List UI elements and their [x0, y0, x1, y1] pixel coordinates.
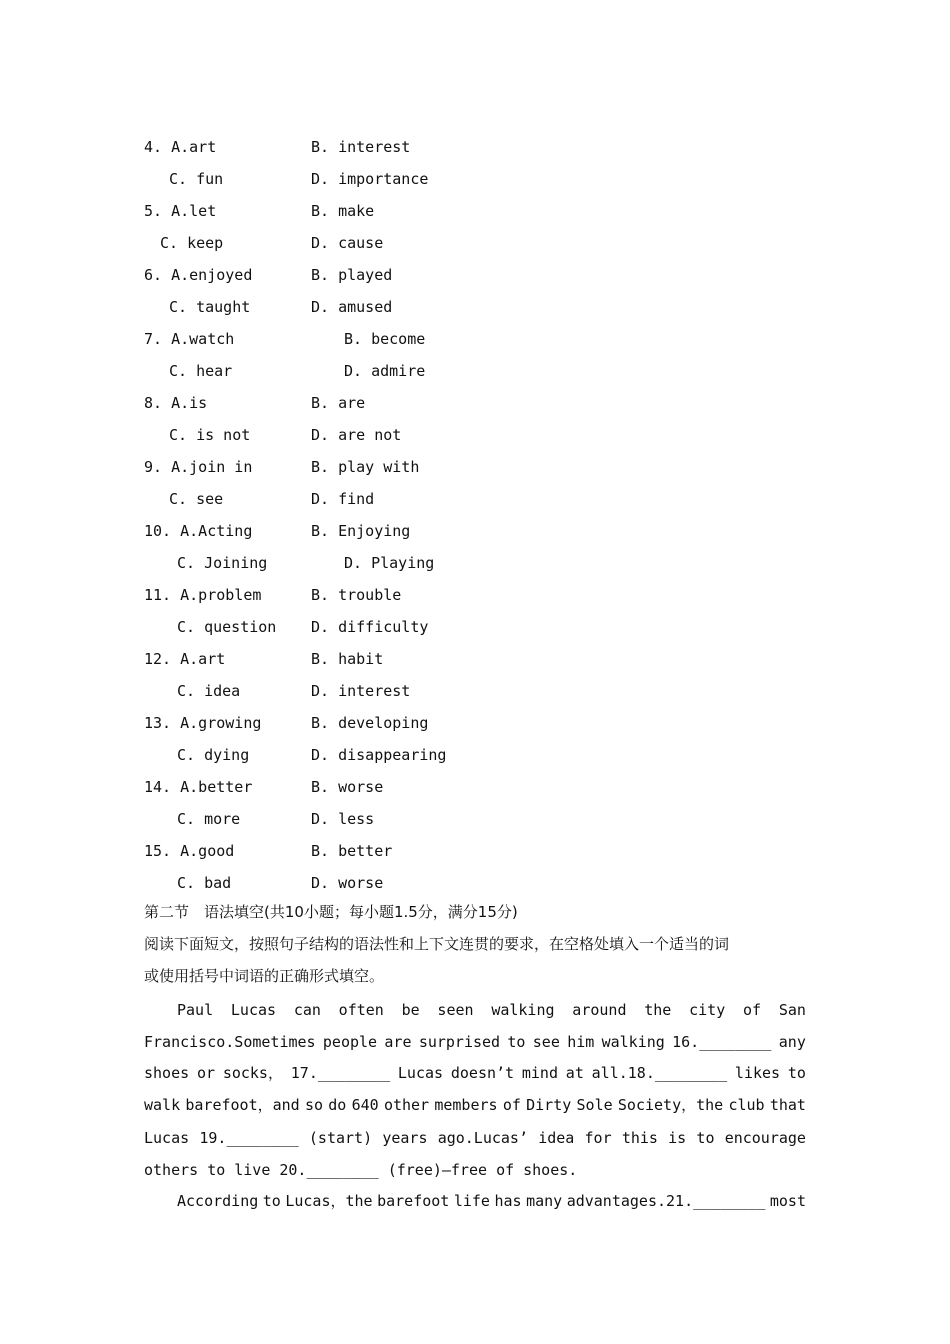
- passage-line: [144, 1160, 806, 1180]
- passage-word: to: [507, 1033, 526, 1051]
- passage-word: Society，the: [617, 1096, 724, 1114]
- question-option-d: D. difficulty: [311, 618, 429, 636]
- passage-word: members: [434, 1096, 498, 1114]
- question-option-a: 12. A.art: [144, 650, 226, 668]
- passage-word: San: [778, 1001, 806, 1019]
- passage-word: Lucas: [230, 1001, 277, 1019]
- passage-word: socks，: [222, 1064, 283, 1082]
- question-option-a: 9. A.join in: [144, 458, 253, 476]
- passage-word: others: [144, 1161, 199, 1179]
- passage-word: (free)—free: [387, 1161, 488, 1179]
- question-option-b: B. developing: [311, 714, 429, 732]
- passage-word: to: [262, 1192, 281, 1210]
- question-option-b: B. become: [344, 330, 426, 348]
- passage-word: idea: [538, 1129, 575, 1147]
- question-option-a: 8. A.is: [144, 394, 208, 412]
- question-option-a: 14. A.better: [144, 778, 253, 796]
- passage-word: years: [382, 1129, 428, 1147]
- passage-word: be: [401, 1001, 420, 1019]
- instruction-line: 阅读下面短文，按照句子结构的语法性和上下文连贯的要求，在空格处填入一个适当的词: [144, 935, 730, 953]
- question-option-a: 13. A.growing: [144, 714, 262, 732]
- passage-word: live: [234, 1161, 271, 1179]
- passage-word: are: [384, 1033, 412, 1051]
- passage-word: life: [453, 1192, 490, 1210]
- blank-field[interactable]: 17.________: [290, 1064, 391, 1082]
- passage-word: this: [621, 1129, 658, 1147]
- passage-line: [144, 1063, 806, 1083]
- passage-word: barefoot，and: [185, 1096, 300, 1114]
- blank-field[interactable]: 16.________: [672, 1033, 772, 1051]
- passage-word: often: [338, 1001, 384, 1019]
- question-option-d: D. worse: [311, 874, 384, 892]
- question-option-c: C. keep: [160, 234, 224, 252]
- question-option-c: C. idea: [177, 682, 241, 700]
- question-option-b: B. worse: [311, 778, 384, 796]
- question-option-b: B. Enjoying: [311, 522, 411, 540]
- passage-word: many: [526, 1192, 563, 1210]
- question-option-d: D. disappearing: [311, 746, 447, 764]
- passage-line: [144, 1095, 806, 1115]
- blank-field[interactable]: 20.________: [279, 1161, 379, 1179]
- passage-word: walk: [144, 1096, 181, 1114]
- question-option-b: B. interest: [311, 138, 411, 156]
- question-option-b: B. habit: [311, 650, 384, 668]
- passage-word: of: [496, 1161, 515, 1179]
- question-option-c: C. hear: [169, 362, 233, 380]
- blank-field[interactable]: 19.________: [199, 1129, 299, 1147]
- question-option-d: D. interest: [311, 682, 411, 700]
- passage-word: other: [383, 1096, 430, 1114]
- passage-word: shoes.: [523, 1161, 578, 1179]
- passage-word: ago.Lucas’: [437, 1129, 528, 1147]
- passage-word: him: [567, 1033, 595, 1051]
- question-option-a: 6. A.enjoyed: [144, 266, 253, 284]
- question-option-c: C. Joining: [177, 554, 268, 572]
- passage-word: the: [644, 1001, 672, 1019]
- question-option-b: B. trouble: [311, 586, 402, 604]
- question-option-b: B. make: [311, 202, 375, 220]
- blank-field[interactable]: all.18.________: [591, 1064, 728, 1082]
- passage-word: walking: [601, 1033, 665, 1051]
- question-option-c: C. see: [169, 490, 224, 508]
- question-option-d: D. less: [311, 810, 375, 828]
- passage-line: [144, 1128, 806, 1148]
- passage-word: most: [769, 1192, 806, 1210]
- passage-word: around: [572, 1001, 627, 1019]
- passage-word: to: [787, 1064, 806, 1082]
- passage-word: doesn’t: [450, 1064, 515, 1082]
- passage-word: club: [728, 1096, 765, 1114]
- question-option-b: B. better: [311, 842, 393, 860]
- passage-word: likes: [734, 1064, 781, 1082]
- section-heading: 第二节 语法填空(共10小题；每小题1.5分，满分15分): [144, 903, 518, 921]
- passage-word: Dirty: [526, 1096, 572, 1114]
- passage-line: [177, 1191, 806, 1211]
- passage-word: Paul: [177, 1001, 214, 1019]
- passage-word: people: [322, 1033, 378, 1051]
- passage-word: of: [743, 1001, 762, 1019]
- question-option-d: D. Playing: [344, 554, 435, 572]
- passage-word: (start): [308, 1129, 373, 1147]
- passage-word: surprised: [418, 1033, 501, 1051]
- question-option-d: D. amused: [311, 298, 393, 316]
- question-option-a: 11. A.problem: [144, 586, 262, 604]
- question-option-b: B. play with: [311, 458, 420, 476]
- question-option-d: D. cause: [311, 234, 384, 252]
- passage-word: is: [668, 1129, 687, 1147]
- question-option-c: C. more: [177, 810, 241, 828]
- passage-word: can: [293, 1001, 321, 1019]
- question-option-c: C. question: [177, 618, 277, 636]
- passage-word: 640: [351, 1096, 379, 1114]
- passage-word: to: [207, 1161, 226, 1179]
- question-option-a: 4. A.art: [144, 138, 217, 156]
- passage-word: any: [778, 1033, 806, 1051]
- question-option-b: B. are: [311, 394, 366, 412]
- passage-line: [177, 1000, 806, 1020]
- question-option-d: D. are not: [311, 426, 402, 444]
- passage-word: so: [304, 1096, 324, 1114]
- question-option-a: 15. A.good: [144, 842, 235, 860]
- passage-word: do: [328, 1096, 347, 1114]
- question-option-d: D. importance: [311, 170, 429, 188]
- question-option-b: B. played: [311, 266, 393, 284]
- passage-word: shoes: [144, 1064, 190, 1082]
- blank-field[interactable]: advantages.21.________: [566, 1192, 766, 1210]
- passage-word: Lucas，the: [285, 1192, 373, 1210]
- question-option-c: C. fun: [169, 170, 224, 188]
- passage-word: has: [494, 1192, 522, 1210]
- passage-word: mind: [521, 1064, 558, 1082]
- passage-word: Lucas: [144, 1129, 190, 1147]
- passage-word: seen: [437, 1001, 474, 1019]
- instruction-line: 或使用括号中词语的正确形式填空。: [144, 967, 385, 985]
- question-option-d: D. admire: [344, 362, 426, 380]
- question-option-c: C. is not: [169, 426, 251, 444]
- passage-word: barefoot: [377, 1192, 450, 1210]
- question-option-c: C. bad: [177, 874, 232, 892]
- question-option-d: D. find: [311, 490, 375, 508]
- passage-word: of: [502, 1096, 521, 1114]
- passage-word: see: [532, 1033, 560, 1051]
- passage-word: that: [769, 1096, 806, 1114]
- passage-word: city: [689, 1001, 726, 1019]
- question-option-c: C. taught: [169, 298, 251, 316]
- passage-line: [144, 1032, 806, 1052]
- question-option-c: C. dying: [177, 746, 250, 764]
- passage-word: Francisco.Sometimes: [144, 1033, 316, 1051]
- question-option-a: 5. A.let: [144, 202, 217, 220]
- passage-word: for: [584, 1129, 612, 1147]
- passage-word: Lucas: [397, 1064, 444, 1082]
- question-option-a: 10. A.Acting: [144, 522, 253, 540]
- passage-word: to: [696, 1129, 715, 1147]
- passage-word: According: [177, 1192, 259, 1210]
- passage-word: walking: [491, 1001, 555, 1019]
- passage-word: encourage: [724, 1129, 806, 1147]
- passage-word: at: [565, 1064, 584, 1082]
- passage-word: Sole: [576, 1096, 613, 1114]
- passage-word: or: [196, 1064, 216, 1082]
- question-option-a: 7. A.watch: [144, 330, 235, 348]
